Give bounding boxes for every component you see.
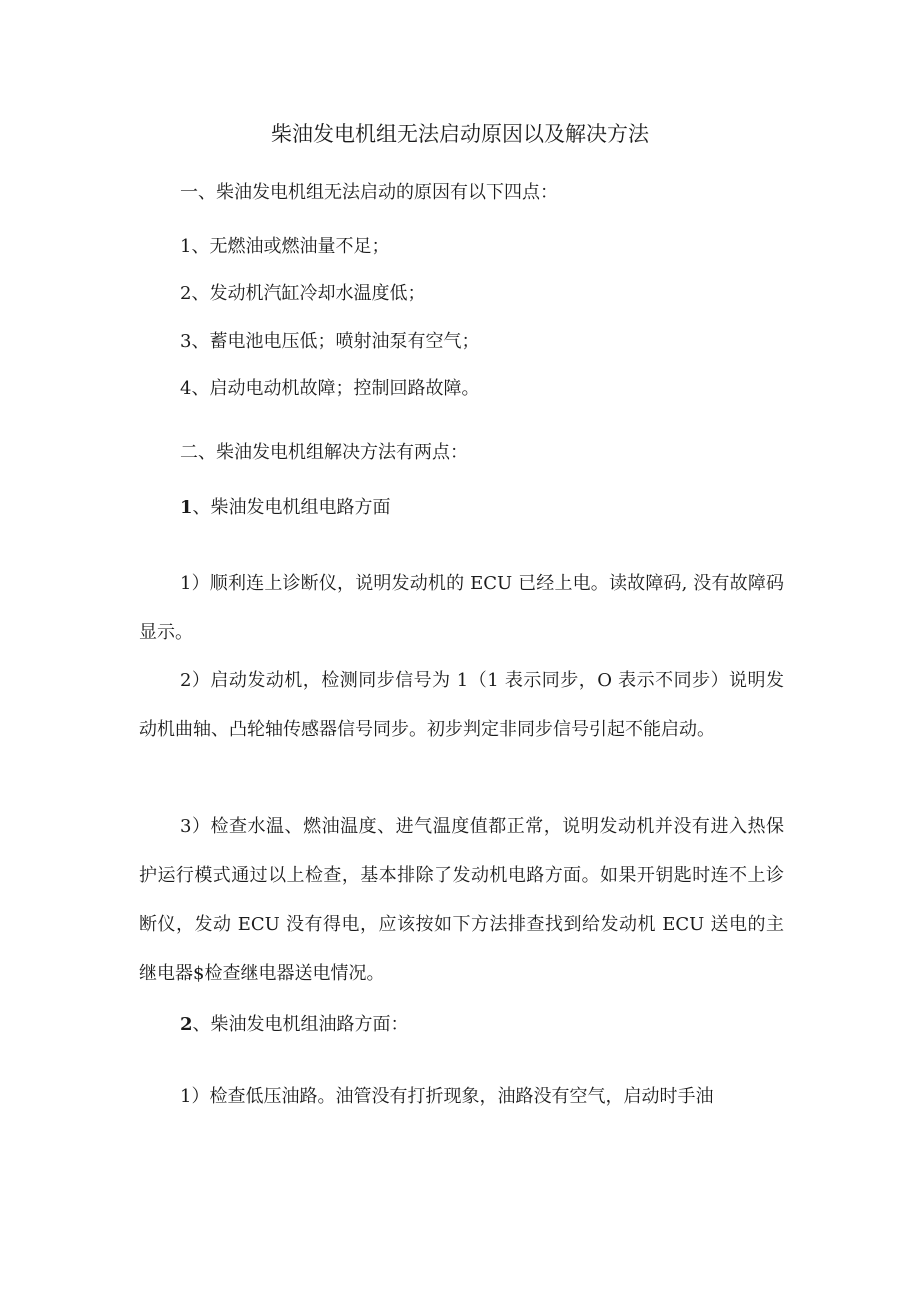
subsection1-heading — [180, 493, 391, 523]
section1-heading: 一、柴油发电机组无法启动的原因有以下四点： — [180, 182, 558, 203]
section2-heading: 二、柴油发电机组解决方法有两点： — [180, 442, 468, 463]
circuit-paragraph-2: 2）启动发动机，检测同步信号为 1（1 表示同步，O 表示不同步）说明发动机曲轴、凸轮轴传感器信号同步。初步判定非同步信号引起不能启动。 — [139, 670, 784, 740]
subsection2-title: 、柴油发电机组油路方面： — [192, 1014, 409, 1035]
subsection2-number: 2 — [180, 1014, 193, 1035]
cause-item-1: 1、无燃油或燃油量不足； — [180, 236, 390, 257]
document-title: 柴油发电机组无法启动原因以及解决方法 — [271, 122, 649, 146]
circuit-paragraph-1: 1）顺利连上诊断仪，说明发动机的 ECU 已经上电。读故障码, 没有故障码显示。 — [139, 573, 784, 643]
cause-item-4: 4、启动电动机故障；控制回路故障。 — [180, 378, 480, 399]
subsection1-title: 、柴油发电机组电路方面 — [192, 497, 391, 518]
cause-item-2: 2、发动机汽缸冷却水温度低； — [180, 283, 426, 304]
oil-paragraph-1: 1）检查低压油路。油管没有打折现象，油路没有空气，启动时手油 — [180, 1086, 714, 1107]
subsection2-heading — [180, 1010, 409, 1040]
subsection1-number: 1 — [180, 497, 193, 518]
circuit-paragraph-3: 3）检查水温、燃油温度、进气温度值都正常，说明发动机并没有进入热保护运行模式通过以上检查，基本排除了发动机电路方面。如果开钥匙时连不上诊断仪，发动 ECU 没有得电，应该按如下方法排查找到给发动机 ECU 送电的主继电器$检查继电器送电情况。 — [139, 816, 784, 984]
cause-item-3: 3、蓄电池电压低；喷射油泵有空气； — [180, 331, 480, 352]
